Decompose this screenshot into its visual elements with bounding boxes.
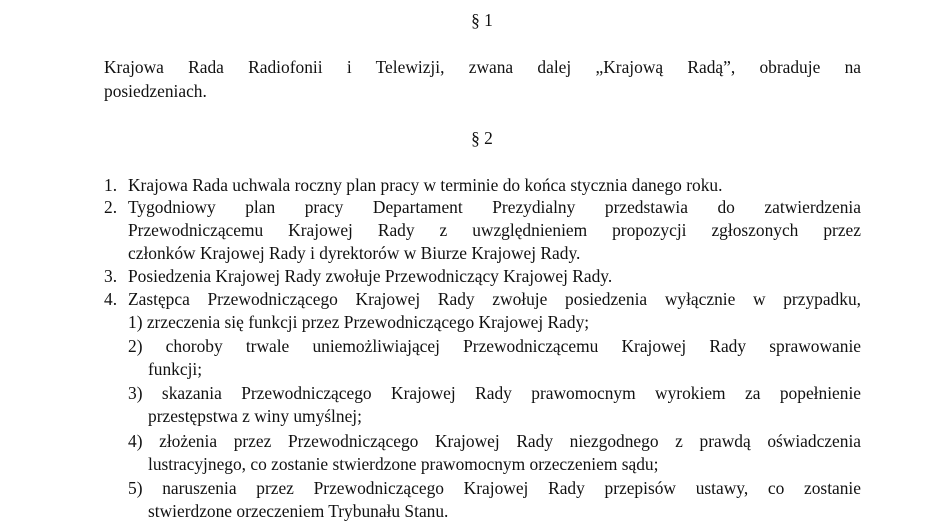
sub-item-4-line-2: lustracyjnego, co zostanie stwierdzone prawomocnym orzeczeniem sądu; <box>148 454 659 474</box>
sub-item-1-text: 1) zrzeczenia się funkcji przez Przewodniczącego Krajowej Rady; <box>128 312 590 332</box>
sub-item-5-line-2: stwierdzone orzeczeniem Trybunału Stanu. <box>148 501 449 521</box>
sub-item-2-line-2: funkcji; <box>148 359 203 379</box>
list-item-1-text: Krajowa Rada uchwala roczny plan pracy w terminie do końca stycznia danego roku. <box>128 175 723 195</box>
list-item-4-text: Zastępca Przewodniczącego Krajowej Rady zwołuje posiedzenia wyłącznie w przypadku, <box>128 289 861 309</box>
list-item-2-line-2: Przewodniczącemu Krajowej Rady z uwzględnieniem propozycji zgłoszonych przez <box>128 220 861 240</box>
list-item-2-number: 2. <box>104 197 118 217</box>
section-1-mark: § 1 <box>471 10 493 30</box>
sub-item-4-line-1: 4) złożenia przez Przewodniczącego Krajowej Rady niezgodnego z prawdą oświadczenia <box>128 431 861 451</box>
list-item-2-line-3: członków Krajowej Rady i dyrektorów w Biurze Krajowej Rady. <box>128 243 581 263</box>
section-1-text-line-1: Krajowa Rada Radiofonii i Telewizji, zwana dalej „Krajową Radą”, obraduje na <box>104 57 861 77</box>
list-item-3-number: 3. <box>104 266 118 286</box>
list-item-3-text: Posiedzenia Krajowej Rady zwołuje Przewodniczący Krajowej Rady. <box>128 266 613 286</box>
section-1-text-line-2: posiedzeniach. <box>104 81 207 101</box>
sub-item-3-line-1: 3) skazania Przewodniczącego Krajowej Rady prawomocnym wyrokiem za popełnienie <box>128 383 861 403</box>
section-2-mark: § 2 <box>471 128 493 148</box>
list-item-4-number: 4. <box>104 289 118 309</box>
list-item-2-line-1: Tygodniowy plan pracy Departament Prezydialny przedstawia do zatwierdzenia <box>128 197 861 217</box>
sub-item-5-line-1: 5) naruszenia przez Przewodniczącego Krajowej Rady przepisów ustawy, co zostanie <box>128 478 861 498</box>
sub-item-3-line-2: przestępstwa z winy umyślnej; <box>148 406 362 426</box>
list-item-1-number: 1. <box>104 175 118 195</box>
sub-item-2-line-1: 2) choroby trwale uniemożliwiającej Przewodniczącemu Krajowej Rady sprawowanie <box>128 336 861 356</box>
